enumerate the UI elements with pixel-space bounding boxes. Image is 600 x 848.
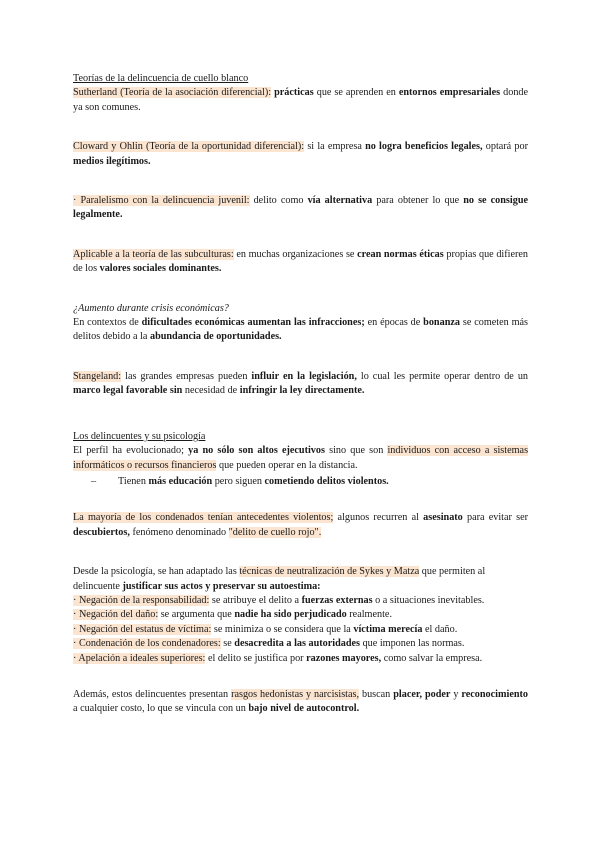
highlight-cuello-rojo: "delito de cuello rojo".	[228, 526, 322, 538]
text: se	[223, 638, 232, 650]
paragraph-stangeland	[73, 370, 528, 399]
text: las grandes empresas pueden	[125, 370, 248, 382]
bold-crean-normas: crean normas éticas	[357, 248, 444, 260]
bold-delitos-violentos: cometiendo delitos violentos.	[264, 475, 389, 487]
bold-technique: fuerzas externas	[301, 594, 373, 606]
bold-dificultades: dificultades económicas aumentan las infracciones;	[141, 317, 365, 329]
paragraph-psicologia	[73, 565, 528, 594]
bold-technique: víctima merecía	[353, 623, 423, 635]
text: y	[453, 688, 459, 700]
term-technique: · Negación de la responsabilidad:	[73, 594, 210, 606]
text: que imponen las normas.	[362, 638, 465, 650]
text: se argumenta que	[160, 609, 232, 621]
text: lo cual les permite operar dentro de un	[360, 370, 529, 382]
text: necesidad de	[184, 385, 238, 397]
text: Tienen	[118, 475, 146, 487]
bold-technique: nadie ha sido perjudicado	[234, 609, 347, 621]
paragraph-ademas	[73, 688, 528, 717]
list-item	[73, 652, 528, 666]
bold-no-logra: no logra beneficios legales,	[365, 141, 483, 153]
text: para obtener lo que	[376, 195, 460, 207]
highlight-rasgos: rasgos hedonistas y narcisistas,	[231, 688, 360, 700]
text: en muchas organizaciones se	[236, 248, 355, 260]
text: propias que difieren de los	[73, 248, 529, 275]
list-item	[73, 608, 528, 622]
text: se minimiza o se considera que la	[213, 623, 351, 635]
text: como salvar la empresa.	[383, 652, 483, 664]
bold-mas-educacion: más educación	[148, 475, 213, 487]
text: se atribuye el delito a	[211, 594, 300, 606]
bold-bonanza: bonanza	[423, 317, 460, 329]
text: fenómeno denominado	[132, 526, 227, 538]
bold-technique: desacredita a las autoridades	[234, 638, 361, 650]
text: donde ya son comunes.	[73, 87, 529, 113]
list-item	[73, 594, 528, 608]
text: pero siguen	[214, 475, 262, 487]
bold-influir: influir en la legislación,	[251, 370, 357, 382]
paragraph-subculturas	[73, 248, 528, 277]
bold-altos-ejecutivos: ya no sólo son altos ejecutivos	[188, 445, 325, 457]
text: el delito se justifica por	[207, 652, 304, 664]
paragraph-cloward-ohlin	[73, 140, 528, 169]
text: realmente.	[349, 609, 392, 621]
text: para evitar ser	[467, 512, 529, 524]
list-item	[91, 475, 528, 489]
term-technique: · Negación del daño:	[73, 609, 159, 621]
text: si la empresa	[307, 141, 362, 153]
paragraph-crisis	[73, 316, 528, 345]
text: Desde la psicología, se han adaptado las	[73, 566, 237, 578]
bold-reconocimiento: reconocimiento	[461, 688, 528, 700]
document-page	[73, 72, 528, 717]
bold-medios-ilegitimos: medios ilegítimos.	[73, 155, 151, 167]
term-technique: · Negación del estatus de víctima:	[73, 623, 212, 635]
text: En contextos de	[73, 317, 139, 329]
term-cloward-ohlin: Cloward y Ohlin (Teoría de la oportunidad diferencial):	[73, 141, 305, 153]
bold-autocontrol: bajo nivel de autocontrol.	[248, 703, 360, 715]
term-stangeland: Stangeland:	[73, 370, 122, 382]
bold-valores-sociales: valores sociales dominantes.	[99, 263, 222, 275]
bold-entornos: entornos empresariales	[398, 87, 501, 99]
list-item	[73, 623, 528, 637]
bold-abundancia: abundancia de oportunidades.	[149, 331, 282, 343]
text: sino que son	[329, 445, 384, 457]
bold-practicas: prácticas	[274, 87, 314, 99]
bold-no-se-consigue: no se consigue legalmente.	[73, 195, 529, 221]
paragraph-perfil	[73, 444, 528, 473]
text: que permiten al delincuente	[73, 566, 486, 592]
paragraph-condenados	[73, 511, 528, 540]
bold-marco-legal: marco legal favorable sin	[73, 385, 183, 397]
text: buscan	[361, 688, 391, 700]
term-paralelismo: · Paralelismo con la delincuencia juvenil:	[73, 195, 250, 207]
term-sutherland: Sutherland (Teoría de la asociación diferencial):	[73, 87, 272, 99]
text: el daño.	[425, 623, 458, 635]
bold-technique: razones mayores,	[306, 652, 382, 664]
text: optará por	[485, 141, 528, 153]
text: delito como	[253, 195, 304, 207]
term-technique: · Apelación a ideales superiores:	[73, 652, 206, 664]
techniques-list	[73, 594, 528, 666]
bold-placer-poder: placer, poder	[393, 688, 451, 700]
subheading-crisis: ¿Aumento durante crisis económicas?	[73, 302, 229, 314]
text: o a situaciones inevitables.	[375, 594, 485, 606]
paragraph-paralelismo	[73, 194, 528, 223]
text: se cometen más delitos debido a la	[73, 317, 529, 343]
text: en épocas de	[367, 317, 421, 329]
text: que pueden operar en la distancia.	[218, 459, 358, 471]
text: El perfil ha evolucionado;	[73, 445, 184, 457]
bold-descubiertos: descubiertos,	[73, 526, 130, 538]
highlight-mayoria: La mayoría de los condenados tenían antecedentes violentos;	[73, 512, 334, 524]
bold-infringir: infringir la ley directamente.	[239, 385, 365, 397]
bold-justificar: justificar sus actos y preservar su autoestima:	[122, 580, 321, 592]
text: que se aprenden en	[316, 87, 396, 99]
bold-asesinato: asesinato	[423, 512, 463, 524]
bullet-list	[73, 475, 528, 489]
section-heading-psychology: Los delincuentes y su psicología	[73, 430, 206, 442]
text: Además, estos delincuentes presentan	[73, 688, 229, 700]
section-heading-white-collar: Teorías de la delincuencia de cuello blanco	[73, 73, 249, 84]
term-subculturas: Aplicable a la teoría de las subculturas:	[73, 248, 234, 260]
bold-via-alternativa: vía alternativa	[307, 195, 373, 207]
highlight-acceso: individuos con acceso a sistemas informáticos o recursos financieros	[73, 445, 529, 471]
text: algunos recurren al	[337, 512, 419, 524]
paragraph-sutherland	[73, 86, 528, 115]
highlight-sykes-matza: técnicas de neutralización de Sykes y Matza	[239, 566, 420, 578]
text: a cualquier costo, lo que se vincula con un	[73, 703, 246, 715]
term-technique: · Condenación de los condenadores:	[73, 638, 221, 650]
list-item	[73, 637, 528, 651]
